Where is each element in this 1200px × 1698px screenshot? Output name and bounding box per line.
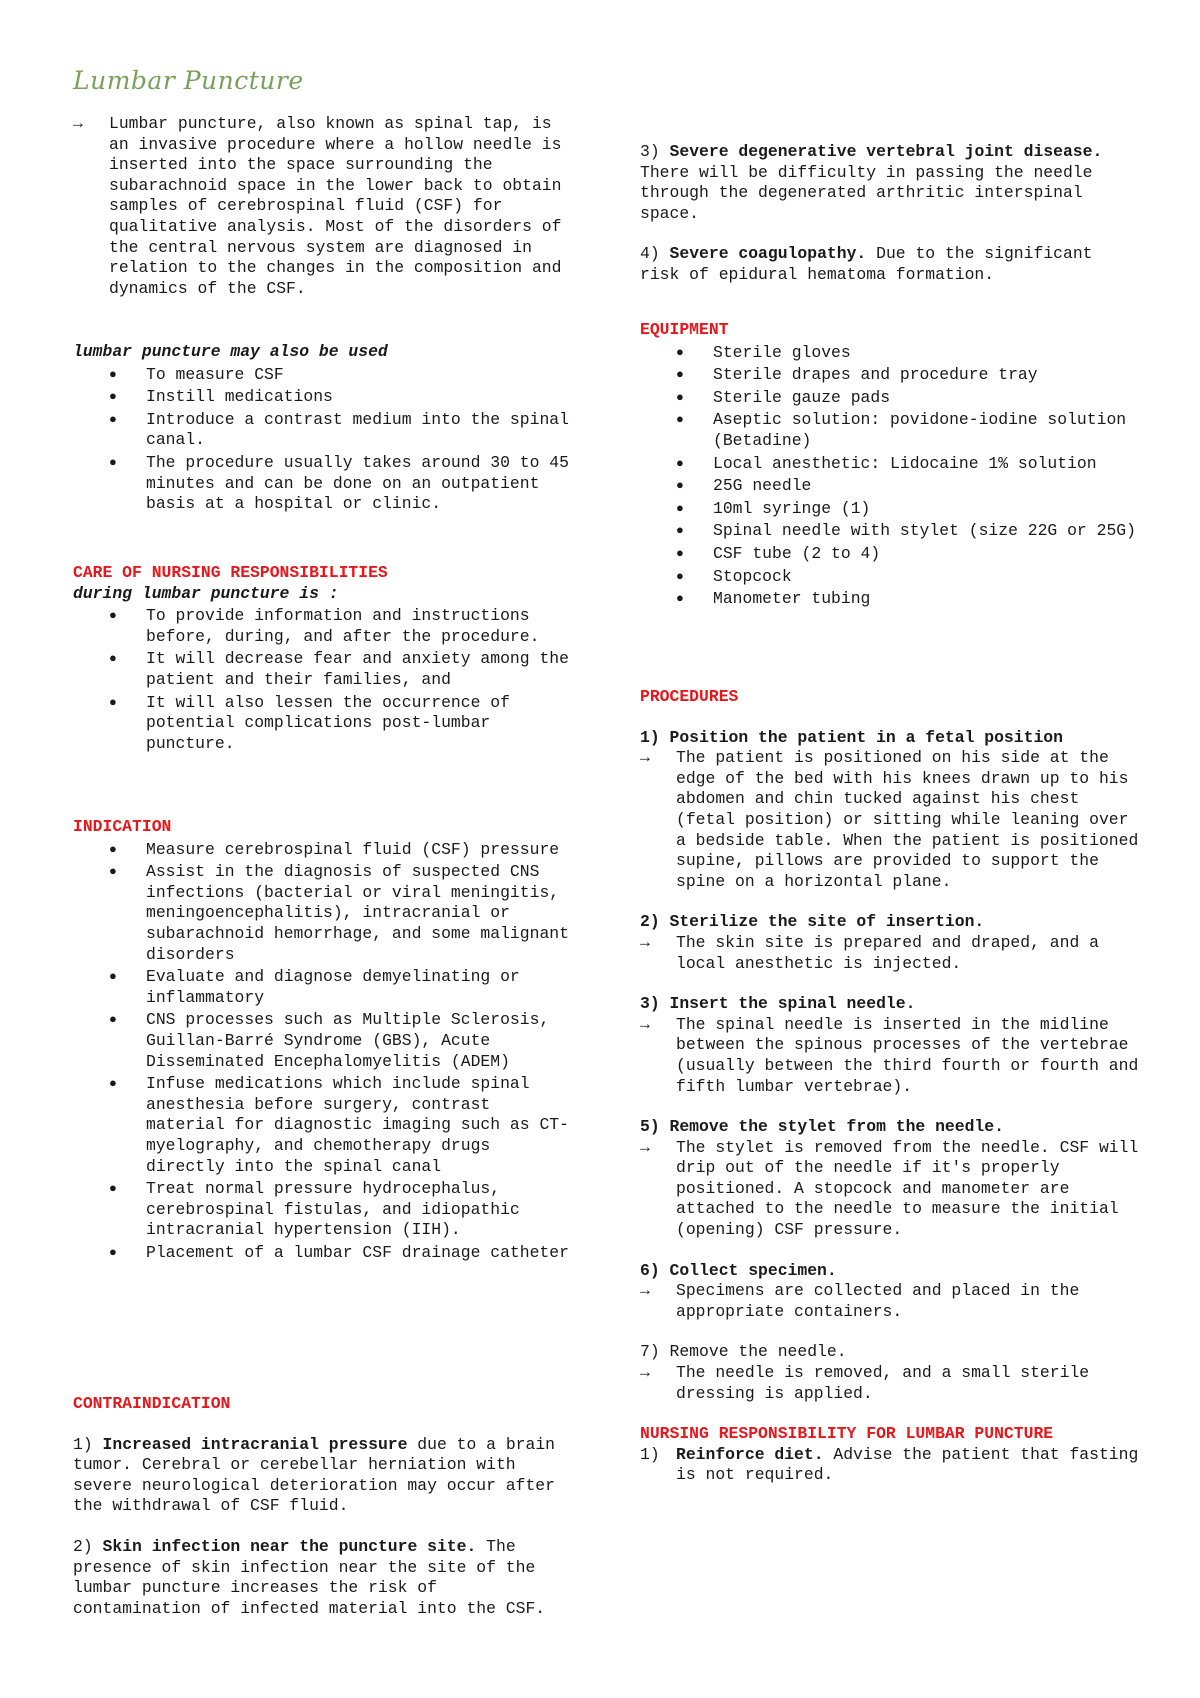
uses-section <box>73 342 573 517</box>
list-item: ● To provide information and instructions before, during, and after the procedure. <box>73 606 573 647</box>
care-subheading: during lumbar puncture is : <box>73 583 339 603</box>
list-item: ● The procedure usually takes around 30 to 45 minutes and can be done on an outpatient basis at a hospital or clinic. <box>73 453 573 515</box>
procedure-step-title: 6) Collect specimen. <box>640 1260 837 1280</box>
bullet-icon <box>640 388 713 409</box>
contraindication-item-4: 4) Severe coagulopathy. Due to the significant risk of epidural hematoma formation. <box>640 244 1093 284</box>
nursing-item: 1) Reinforce diet. Advise the patient that fasting is not required. <box>640 1444 1139 1485</box>
procedure-step-title: 7) Remove the needle. <box>640 1342 847 1362</box>
bullet-icon <box>73 1243 146 1264</box>
list-item: ● Infuse medications which include spinal anesthesia before surgery, contrast material for diagnostic imaging such as CT-myelography, and chemotherapy drugs directly into the spinal canal <box>73 1074 573 1177</box>
arrow-icon: → <box>640 1137 650 1157</box>
contraindication-continued <box>640 122 1140 286</box>
list-item: ● Introduce a contrast medium into the spinal canal. <box>73 410 573 451</box>
bullet-icon <box>73 693 146 755</box>
bullet-icon <box>640 343 713 364</box>
nursing-heading: NURSING RESPONSIBILITY FOR LUMBAR PUNCTURE <box>640 1424 1054 1444</box>
bullet-icon <box>73 365 146 386</box>
bullet-icon <box>73 649 146 690</box>
contraindication-item-1: 1) Increased intracranial pressure due to a brain tumor. Cerebral or cerebellar herniation with severe neurological deterioration may occur after the withdrawal of CSF fluid. <box>73 1434 555 1516</box>
procedure-step-title: 2) Sterilize the site of insertion. <box>640 912 985 932</box>
bullet-icon <box>640 365 713 386</box>
bullet-icon <box>73 967 146 1008</box>
procedure-step-title: 3) Insert the spinal needle. <box>640 994 916 1014</box>
procedure-step-title: 5) Remove the stylet from the needle. <box>640 1117 1004 1137</box>
list-item: ● Sterile gloves <box>640 343 1140 364</box>
equipment-heading: EQUIPMENT <box>640 320 729 339</box>
bullet-icon <box>73 1010 146 1072</box>
bullet-icon <box>73 606 146 647</box>
bullet-icon <box>73 410 146 451</box>
care-heading: CARE OF NURSING RESPONSIBILITIES <box>73 563 388 582</box>
list-item: ● Instill medications <box>73 387 573 408</box>
arrow-icon: → <box>640 1014 650 1034</box>
list-item: ● Sterile drapes and procedure tray <box>640 365 1140 386</box>
intro-text: Lumbar puncture, also known as spinal tap, is an invasive procedure where a hollow needle is inserted into the space surrounding the subarachnoid space in the lower back to obtain samples of cerebrospinal fluid (CSF) for qualitative analysis. Most of the disorders of the central nervous system are diagnosed in relation to the changes in the composition and dynamics of the CSF. <box>109 114 562 298</box>
procedure-step-desc: The stylet is removed from the needle. CSF will drip out of the needle if it's properly positioned. A stopcock and manometer are attached to the needle to measure the initial (opening) CSF pressure. <box>676 1137 1139 1240</box>
bullet-icon <box>640 521 713 542</box>
bullet-icon <box>73 1179 146 1241</box>
list-item: ● It will decrease fear and anxiety among the patient and their families, and <box>73 649 573 690</box>
list-item: ● Aseptic solution: povidone-iodine solution (Betadine) <box>640 410 1140 451</box>
bullet-icon <box>640 410 713 451</box>
indication-heading: INDICATION <box>73 817 172 836</box>
bullet-icon <box>73 1074 146 1177</box>
list-item: ● Local anesthetic: Lidocaine 1% solution <box>640 454 1140 475</box>
list-item: ● Manometer tubing <box>640 589 1140 610</box>
list-item: ● Stopcock <box>640 567 1140 588</box>
contraindication-item-3: 3) Severe degenerative vertebral joint disease. There will be difficulty in passing the needle through the degenerated arthritic interspinal space. <box>640 142 1103 223</box>
list-item: ● Treat normal pressure hydrocephalus, cerebrospinal fistulas, and idiopathic intracranial hypertension (IIH). <box>73 1179 573 1241</box>
indication-section <box>73 817 573 1265</box>
arrow-icon: → <box>640 748 650 768</box>
intro-block <box>73 114 573 299</box>
bullet-icon <box>73 453 146 515</box>
care-section <box>73 563 573 756</box>
arrow-icon: → <box>640 1281 650 1301</box>
bullet-icon <box>640 454 713 475</box>
contraindication-section <box>73 1394 573 1619</box>
procedure-step-desc: The patient is positioned on his side at the edge of the bed with his knees drawn up to his abdomen and chin tucked against his chest (fetal position) or sitting while leaning over a bedside table. When the patient is positioned supine, pillows are provided to support the spine on a horizontal plane. <box>676 748 1139 891</box>
list-item: ● It will also lessen the occurrence of potential complications post-lumbar puncture. <box>73 693 573 755</box>
page-title: Lumbar Puncture <box>73 66 304 95</box>
procedure-step-desc: The needle is removed, and a small sterile dressing is applied. <box>676 1363 1090 1403</box>
list-item: ● Evaluate and diagnose demyelinating or inflammatory <box>73 967 573 1008</box>
procedure-step-desc: The spinal needle is inserted in the midline between the spinous processes of the vertebrae (usually between the third fourth or fourth and fifth lumbar vertebrae). <box>676 1014 1139 1096</box>
procedure-step-title: 1) Position the patient in a fetal position <box>640 727 1063 747</box>
procedure-step-desc: Specimens are collected and placed in the appropriate containers. <box>676 1281 1080 1321</box>
bullet-icon <box>640 567 713 588</box>
procedure-step-desc: The skin site is prepared and draped, and a local anesthetic is injected. <box>676 932 1099 973</box>
arrow-icon: → <box>640 932 650 952</box>
procedures-heading: PROCEDURES <box>640 687 739 706</box>
bullet-icon <box>640 544 713 565</box>
list-item: ● Sterile gauze pads <box>640 388 1140 409</box>
contraindication-item-2: 2) Skin infection near the puncture site. The presence of skin infection near the site of the lumbar puncture increases the risk of contamination of infected material into the CSF. <box>73 1536 546 1618</box>
list-item: ● 25G needle <box>640 476 1140 497</box>
list-item: ● CSF tube (2 to 4) <box>640 544 1140 565</box>
procedures-section <box>640 687 1140 1486</box>
bullet-icon <box>640 499 713 520</box>
bullet-icon <box>73 840 146 861</box>
list-item: ● To measure CSF <box>73 365 573 386</box>
list-item: ● CNS processes such as Multiple Sclerosis, Guillan-Barré Syndrome (GBS), Acute Disseminated Encephalomyelitis (ADEM) <box>73 1010 573 1072</box>
list-item: ● Spinal needle with stylet (size 22G or 25G) <box>640 521 1140 542</box>
list-item: ● Measure cerebrospinal fluid (CSF) pressure <box>73 840 573 861</box>
list-item: ● Assist in the diagnosis of suspected CNS infections (bacterial or viral meningitis, meningoencephalitis), intracranial or subarachnoid hemorrhage, and some malignant disorders <box>73 862 573 965</box>
list-item: ● Placement of a lumbar CSF drainage catheter <box>73 1243 573 1264</box>
list-item: ● 10ml syringe (1) <box>640 499 1140 520</box>
contraindication-heading: CONTRAINDICATION <box>73 1394 231 1413</box>
arrow-icon: → <box>73 114 83 133</box>
bullet-icon <box>640 589 713 610</box>
bullet-icon <box>640 476 713 497</box>
arrow-icon: → <box>640 1363 650 1383</box>
bullet-icon <box>73 387 146 408</box>
uses-heading: lumbar puncture may also be used <box>73 342 388 361</box>
bullet-icon <box>73 862 146 965</box>
equipment-section <box>640 320 1140 612</box>
